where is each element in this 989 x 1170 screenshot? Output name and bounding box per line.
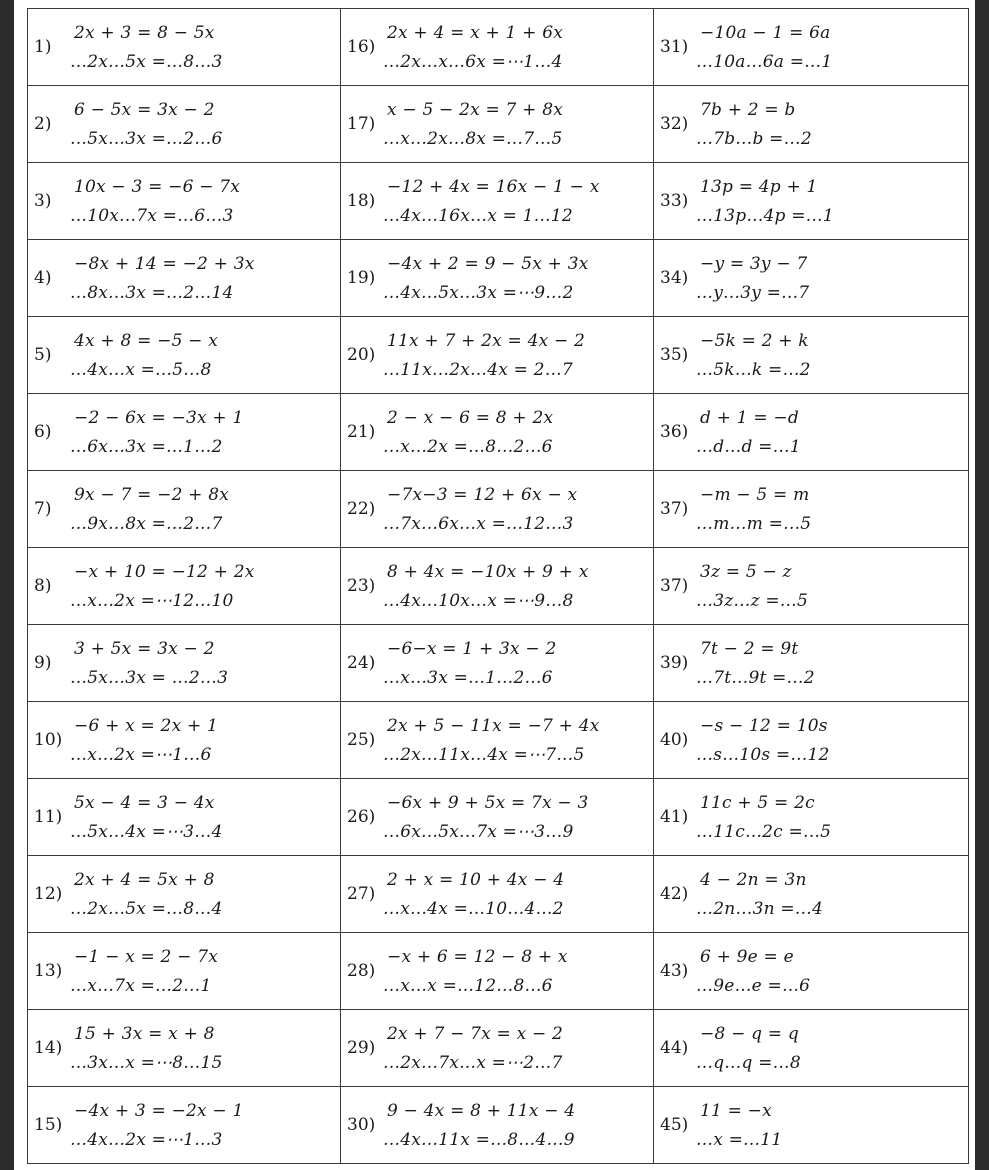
solution-steps-text: …10x…7x =…6…3 [70,205,234,226]
equation-text: 2x + 4 = 5x + 8 [74,869,215,890]
equation-text: 4 − 2n = 3n [700,869,807,890]
table-row [28,779,969,856]
solution-steps-text: …7b…b =…2 [696,128,812,149]
problem-cell-content [341,1087,653,1163]
solution-steps-text: …7x…6x…x =…12…3 [383,513,574,534]
problem-cell [28,625,341,702]
solution-steps-text: …11c…2c =…5 [696,821,832,842]
solution-steps-text: …5x…3x = …2…3 [70,667,229,688]
problem-lines [694,1101,782,1150]
problem-cell [28,317,341,394]
problem-lines [381,23,563,72]
solution-steps-text: …d…d =…1 [696,436,801,457]
solution-steps-text: …x…2x =⋯12…10 [70,590,234,611]
problem-cell [654,394,969,471]
problem-cell-content [341,702,653,778]
problem-lines [68,408,243,457]
problem-cell-content [341,856,653,932]
solution-steps-text: …4x…x =…5…8 [70,359,212,380]
problem-lines [381,716,600,765]
table-row [28,317,969,394]
problem-lines [694,331,811,380]
problem-cell [341,1010,654,1087]
problem-cell [28,548,341,625]
problem-number: 37) [660,576,689,596]
problem-number: 28) [347,961,376,981]
problem-number: 34) [660,268,689,288]
problem-number: 20) [347,345,376,365]
problem-number: 12) [34,884,63,904]
problem-cell [341,548,654,625]
problem-number: 18) [347,191,376,211]
problem-number: 30) [347,1115,376,1135]
problem-cell [654,9,969,86]
problem-cell-content [28,471,340,547]
problem-cell [654,779,969,856]
problem-cell-content [654,625,968,701]
equation-text: −6−x = 1 + 3x − 2 [387,638,557,659]
problem-cell [654,933,969,1010]
problem-cell-content [341,471,653,547]
problem-lines [694,23,832,72]
equation-text: 2 + x = 10 + 4x − 4 [387,869,565,890]
table-row [28,1010,969,1087]
solution-steps-text: …9x…8x =…2…7 [70,513,223,534]
problem-lines [381,408,553,457]
problem-lines [381,177,600,226]
problem-cell-content [654,394,968,470]
problem-number: 4) [34,268,52,288]
problem-number: 17) [347,114,376,134]
problem-cell-content [654,702,968,778]
solution-steps-text: …13p…4p =…1 [696,205,834,226]
table-row [28,548,969,625]
problem-cell-content [654,240,968,316]
problem-lines [68,639,228,688]
problem-cell [654,702,969,779]
problem-number: 36) [660,422,689,442]
problem-cell-content [341,9,653,85]
problem-cell [341,240,654,317]
problem-number: 16) [347,37,376,57]
equation-text: 2x + 7 − 7x = x − 2 [387,1023,564,1044]
problem-cell [341,394,654,471]
problem-cell [28,394,341,471]
problem-lines [68,1024,223,1073]
problem-cell-content [28,86,340,162]
problem-number: 1) [34,37,52,57]
problem-cell-content [654,317,968,393]
solution-steps-text: …x…2x =…8…2…6 [383,436,553,457]
problem-cell-content [654,1087,968,1163]
solution-steps-text: …4x…11x =…8…4…9 [383,1129,575,1150]
problem-number: 44) [660,1038,689,1058]
problem-lines [68,870,223,919]
problem-cell [28,163,341,240]
problem-lines [381,562,589,611]
equation-text: −2 − 6x = −3x + 1 [74,407,244,428]
solution-steps-text: …x…4x =…10…4…2 [383,898,564,919]
solution-steps-text: …4x…2x =⋯1…3 [70,1129,223,1150]
equation-text: −y = 3y − 7 [700,253,808,274]
equation-table-body [28,9,969,1164]
table-row [28,933,969,1010]
problem-cell-content [28,240,340,316]
equation-text: 7t − 2 = 9t [700,638,799,659]
problem-lines [381,639,556,688]
equation-text: 15 + 3x = x + 8 [74,1023,215,1044]
problem-cell-content [28,1010,340,1086]
problem-cell-content [341,933,653,1009]
problem-cell-content [28,856,340,932]
problem-number: 23) [347,576,376,596]
solution-steps-text: …x…7x =…2…1 [70,975,212,996]
problem-number: 3) [34,191,52,211]
solution-steps-text: …9e…e =…6 [696,975,811,996]
problem-number: 9) [34,653,52,673]
problem-cell-content [28,9,340,85]
problem-lines [381,870,564,919]
solution-steps-text: …11x…2x…4x = 2…7 [383,359,573,380]
problem-cell-content [28,394,340,470]
equation-text: 10x − 3 = −6 − 7x [74,176,241,197]
problem-cell-content [654,86,968,162]
equation-text: 11x + 7 + 2x = 4x − 2 [387,330,586,351]
problem-number: 26) [347,807,376,827]
solution-steps-text: …7t…9t =…2 [696,667,815,688]
problem-lines [694,793,831,842]
solution-steps-text: …5k…k =…2 [696,359,811,380]
equation-text: x − 5 − 2x = 7 + 8x [387,99,564,120]
problem-cell [28,1010,341,1087]
problem-cell-content [654,856,968,932]
problem-number: 10) [34,730,63,750]
solution-steps-text: …2x…7x…x =⋯2…7 [383,1052,563,1073]
problem-cell [654,856,969,933]
problem-cell [654,548,969,625]
solution-steps-text: …x…2x =⋯1…6 [70,744,212,765]
problem-lines [68,793,223,842]
problem-cell [28,702,341,779]
problem-cell [341,933,654,1010]
problem-cell-content [28,702,340,778]
problem-cell [654,1010,969,1087]
solution-steps-text: …5x…3x =…2…6 [70,128,223,149]
equation-text: −x + 6 = 12 − 8 + x [387,946,568,967]
problem-cell [654,240,969,317]
problem-cell-content [654,548,968,624]
problem-cell-content [28,779,340,855]
problem-cell-content [28,163,340,239]
equation-text: 13p = 4p + 1 [700,176,818,197]
problem-lines [68,100,223,149]
equation-text: d + 1 = −d [700,407,799,428]
equation-text: 2x + 3 = 8 − 5x [74,22,215,43]
problem-cell-content [654,471,968,547]
equation-text: −10a − 1 = 6a [700,22,831,43]
solution-steps-text: …2x…11x…4x =⋯7…5 [383,744,585,765]
problem-lines [694,408,801,457]
problem-number: 39) [660,653,689,673]
equation-text: 3z = 5 − z [700,561,792,582]
solution-steps-text: …4x…16x…x = 1…12 [383,205,573,226]
problem-lines [381,1101,575,1150]
problem-number: 24) [347,653,376,673]
problem-cell-content [341,548,653,624]
problem-cell-content [28,933,340,1009]
problem-number: 42) [660,884,689,904]
problem-lines [68,947,218,996]
equation-text: −6x + 9 + 5x = 7x − 3 [387,792,589,813]
equation-text: 5x − 4 = 3 − 4x [74,792,215,813]
table-row [28,9,969,86]
worksheet-page [14,0,975,1170]
problem-cell-content [654,9,968,85]
solution-steps-text: …x…3x =…1…2…6 [383,667,553,688]
problem-number: 27) [347,884,376,904]
equation-text: −1 − x = 2 − 7x [74,946,219,967]
problem-lines [694,870,823,919]
solution-steps-text: …6x…3x =…1…2 [70,436,223,457]
problem-number: 41) [660,807,689,827]
table-row [28,163,969,240]
equation-text: 4x + 8 = −5 − x [74,330,219,351]
problem-number: 19) [347,268,376,288]
problem-number: 5) [34,345,52,365]
solution-steps-text: …3z…z =…5 [696,590,808,611]
problem-cell [28,240,341,317]
solution-steps-text: …3x…x =⋯8…15 [70,1052,223,1073]
equation-text: 9x − 7 = −2 + 8x [74,484,230,505]
solution-steps-text: …m…m =…5 [696,513,812,534]
equation-text: −x + 10 = −12 + 2x [74,561,255,582]
problem-cell [28,9,341,86]
solution-steps-text: …2x…x…6x =⋯1…4 [383,51,563,72]
problem-cell-content [654,163,968,239]
problem-cell [654,1087,969,1164]
problem-lines [381,485,577,534]
equation-text: 7b + 2 = b [700,99,796,120]
equation-text: 8 + 4x = −10x + 9 + x [387,561,589,582]
problem-lines [68,562,255,611]
problem-cell [654,317,969,394]
problem-cell-content [28,625,340,701]
problem-lines [694,562,808,611]
table-row [28,625,969,702]
problem-cell [654,625,969,702]
equation-text: 9 − 4x = 8 + 11x − 4 [387,1100,576,1121]
problem-cell [28,933,341,1010]
equation-text: −4x + 3 = −2x − 1 [74,1100,244,1121]
problem-lines [68,23,223,72]
problem-number: 13) [34,961,63,981]
problem-number: 15) [34,1115,63,1135]
problem-lines [694,485,811,534]
problem-number: 7) [34,499,52,519]
problem-cell-content [341,1010,653,1086]
problem-cell [28,471,341,548]
solution-steps-text: …4x…10x…x =⋯9…8 [383,590,574,611]
problem-cell-content [654,779,968,855]
problem-lines [381,254,589,303]
problem-lines [694,177,834,226]
equation-text: 3 + 5x = 3x − 2 [74,638,215,659]
problem-cell [28,1087,341,1164]
problem-cell [341,702,654,779]
table-row [28,1087,969,1164]
solution-steps-text: …x =…11 [696,1129,783,1150]
table-row [28,240,969,317]
problem-lines [381,100,563,149]
problem-cell-content [654,933,968,1009]
solution-steps-text: …s…10s =…12 [696,744,830,765]
equation-text: 2x + 4 = x + 1 + 6x [387,22,564,43]
problem-number: 29) [347,1038,376,1058]
solution-steps-text: …8x…3x =…2…14 [70,282,234,303]
problem-cell [654,163,969,240]
solution-steps-text: …2n…3n =…4 [696,898,823,919]
table-row [28,86,969,163]
equation-text: −8 − q = q [700,1023,799,1044]
solution-steps-text: …q…q =…8 [696,1052,801,1073]
solution-steps-text: …10a…6a =…1 [696,51,833,72]
equation-text: 2 − x − 6 = 8 + 2x [387,407,554,428]
problem-number: 32) [660,114,689,134]
problem-cell-content [28,1087,340,1163]
problem-lines [381,1024,563,1073]
problem-number: 35) [660,345,689,365]
equation-text: −12 + 4x = 16x − 1 − x [387,176,600,197]
solution-steps-text: …4x…5x…3x =⋯9…2 [383,282,574,303]
problem-cell [341,163,654,240]
problem-cell [341,779,654,856]
problem-cell-content [341,163,653,239]
problem-cell [28,856,341,933]
equation-text: −8x + 14 = −2 + 3x [74,253,255,274]
problem-number: 21) [347,422,376,442]
problem-number: 6) [34,422,52,442]
problem-lines [68,177,240,226]
equation-text: −m − 5 = m [700,484,810,505]
problem-lines [694,100,812,149]
problem-lines [694,254,809,303]
problem-cell-content [654,1010,968,1086]
problem-number: 45) [660,1115,689,1135]
solution-steps-text: …5x…4x =⋯3…4 [70,821,223,842]
problem-lines [381,793,589,842]
problem-cell [654,86,969,163]
problem-cell [28,779,341,856]
solution-steps-text: …x…x =…12…8…6 [383,975,553,996]
problem-number: 37) [660,499,689,519]
problem-number: 14) [34,1038,63,1058]
table-row [28,702,969,779]
problem-cell [341,317,654,394]
problem-lines [694,639,815,688]
problem-lines [68,331,218,380]
problem-lines [694,1024,801,1073]
equation-text: −6 + x = 2x + 1 [74,715,219,736]
problem-cell-content [341,625,653,701]
problem-cell-content [341,317,653,393]
problem-lines [68,254,255,303]
table-row [28,394,969,471]
problem-lines [694,716,830,765]
problem-number: 25) [347,730,376,750]
problem-lines [68,485,229,534]
equation-text: 6 − 5x = 3x − 2 [74,99,215,120]
problem-cell-content [341,779,653,855]
problem-cell [341,856,654,933]
equation-text: 6 + 9e = e [700,946,794,967]
problem-number: 22) [347,499,376,519]
equation-text: −7x−3 = 12 + 6x − x [387,484,578,505]
problem-cell-content [341,394,653,470]
problem-lines [68,1101,243,1150]
problem-number: 31) [660,37,689,57]
problem-cell [654,471,969,548]
problem-lines [68,716,218,765]
problem-number: 33) [660,191,689,211]
solution-steps-text: …2x…5x =…8…3 [70,51,223,72]
problem-number: 2) [34,114,52,134]
table-row [28,471,969,548]
equation-table [27,8,969,1164]
equation-text: −4x + 2 = 9 − 5x + 3x [387,253,589,274]
solution-steps-text: …x…2x…8x =…7…5 [383,128,563,149]
problem-number: 40) [660,730,689,750]
problem-cell-content [341,86,653,162]
equation-text: 11c + 5 = 2c [700,792,815,813]
solution-steps-text: …6x…5x…7x =⋯3…9 [383,821,574,842]
problem-cell [28,86,341,163]
equation-text: 2x + 5 − 11x = −7 + 4x [387,715,600,736]
equation-text: −s − 12 = 10s [700,715,828,736]
problem-lines [381,947,568,996]
solution-steps-text: …y…3y =…7 [696,282,810,303]
equation-text: 11 = −x [700,1100,772,1121]
problem-number: 43) [660,961,689,981]
problem-cell-content [28,548,340,624]
problem-lines [694,947,810,996]
problem-cell [341,86,654,163]
problem-cell-content [341,240,653,316]
problem-cell [341,471,654,548]
problem-cell [341,625,654,702]
problem-lines [381,331,585,380]
problem-cell [341,1087,654,1164]
problem-cell [341,9,654,86]
table-row [28,856,969,933]
equation-text: −5k = 2 + k [700,330,809,351]
problem-number: 11) [34,807,63,827]
solution-steps-text: …2x…5x =…8…4 [70,898,223,919]
problem-cell-content [28,317,340,393]
problem-number: 8) [34,576,52,596]
